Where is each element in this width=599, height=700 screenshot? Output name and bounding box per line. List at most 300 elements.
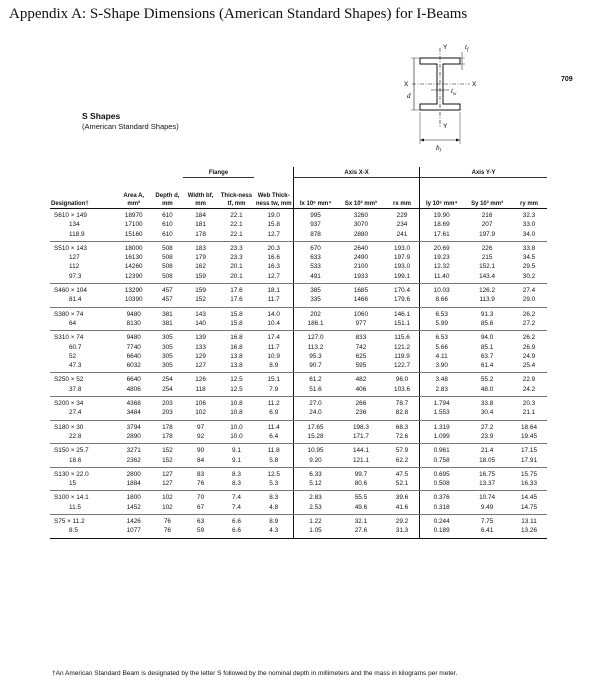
cell-value: 381 — [162, 319, 173, 327]
cell-width — [183, 444, 219, 468]
cell-web — [254, 284, 293, 308]
cell-value: 11.8 — [267, 447, 280, 455]
cell-value: 18.69 — [433, 221, 450, 229]
cell-web — [254, 307, 293, 331]
cell-value: 0.376 — [433, 494, 450, 502]
cell-iy — [420, 515, 463, 539]
cell-ry — [511, 515, 547, 539]
col-header-sy: Sy 10³ mm³ — [463, 178, 511, 209]
cell-value: 19.23 — [433, 254, 450, 262]
cell-value: 12.5 — [267, 470, 280, 478]
cell-value: 16.6 — [267, 254, 280, 262]
cell-value: 10.8 — [230, 409, 243, 417]
cell-value: 305 — [162, 334, 173, 342]
cell-value: 15.8 — [230, 319, 243, 327]
cell-value: 234 — [396, 221, 408, 229]
cell-value: 10390 — [124, 296, 143, 304]
cell-value: 27.6 — [354, 527, 368, 535]
cell-value: 2.83 — [309, 494, 322, 502]
cell-value: 203 — [162, 400, 173, 408]
cell-value: 0.244 — [433, 518, 450, 526]
cell-value: 1.05 — [309, 527, 322, 535]
cell-value: 16.8 — [230, 334, 243, 342]
cell-sx — [337, 373, 385, 397]
cell-value: 9.20 — [309, 456, 322, 464]
cell-value: 10.8 — [230, 400, 243, 408]
page-title: Appendix A: S-Shape Dimensions (American Standard Shapes) for I-Beams — [9, 6, 468, 22]
label-tf: $t_f$ — [465, 43, 469, 53]
cell-thickness — [219, 515, 255, 539]
label-x-right: X — [472, 81, 477, 88]
cell-value: 18.1 — [267, 287, 280, 295]
cell-value: 152 — [195, 296, 206, 304]
cell-value: 152 — [162, 447, 173, 455]
table-row — [50, 209, 547, 242]
cell-value: 178 — [162, 423, 173, 431]
cell-sx — [337, 307, 385, 331]
cell-width — [183, 420, 219, 444]
cell-value: 13.26 — [521, 527, 537, 535]
cell-value: 193.0 — [394, 263, 411, 271]
cell-value: 16.3 — [267, 263, 280, 271]
cell-depth — [152, 397, 182, 421]
cell-value: 70 — [197, 494, 205, 502]
cell-ry — [511, 284, 547, 308]
cell-value: S610 × 149 — [54, 212, 87, 219]
cell-value: S75 × 11.2 — [54, 518, 85, 526]
cell-ix — [294, 467, 337, 491]
s-shapes-table — [50, 167, 547, 539]
cell-value: 16.75 — [479, 470, 496, 478]
cell-value: 113.9 — [479, 296, 495, 304]
cell-designation — [50, 241, 115, 283]
cell-rx — [385, 515, 420, 539]
cell-value: 63 — [197, 518, 205, 526]
cell-value: 51.6 — [309, 385, 322, 393]
cell-value: 48.0 — [480, 385, 494, 393]
cell-value: 83 — [197, 470, 205, 478]
cell-value: 3260 — [353, 212, 369, 219]
cell-value: 9.1 — [232, 447, 241, 455]
cell-value: 49.6 — [354, 503, 368, 511]
cell-sy — [463, 397, 511, 421]
cell-value: 508 — [162, 272, 173, 280]
cell-value: 72.6 — [395, 432, 409, 440]
cell-thickness — [219, 491, 255, 515]
cell-area — [115, 209, 152, 242]
cell-depth — [152, 209, 182, 242]
cell-value: S380 × 74 — [54, 310, 84, 318]
cell-value: 96.0 — [395, 376, 409, 384]
cell-value: 2490 — [353, 254, 369, 262]
cell-value: 15.28 — [307, 432, 324, 440]
col-header-iy: Iy 10⁶ mm⁴ — [420, 178, 463, 209]
cell-designation — [50, 284, 115, 308]
cell-value: 9480 — [126, 310, 141, 318]
cell-sy — [463, 444, 511, 468]
cell-thickness — [219, 209, 255, 242]
cell-value: S310 × 74 — [54, 334, 84, 342]
cell-value: 26.9 — [522, 343, 536, 351]
cell-value: 2.53 — [309, 503, 322, 511]
cell-value: 9.49 — [480, 503, 494, 511]
cell-value: 13.8 — [230, 352, 243, 360]
cell-value: 94.0 — [480, 334, 494, 342]
cell-depth — [152, 444, 182, 468]
cell-depth — [152, 241, 182, 283]
cell-value: 134 — [69, 221, 80, 229]
cell-width — [183, 491, 219, 515]
cell-value: 6.9 — [269, 409, 279, 417]
cell-value: 159 — [195, 287, 206, 295]
cell-value: 12.7 — [267, 230, 280, 238]
cell-value: S150 × 25.7 — [54, 447, 89, 455]
cell-value: 1.553 — [433, 409, 450, 417]
cell-value: 6.6 — [232, 518, 241, 526]
label-y-top: Y — [443, 44, 448, 51]
cell-value: 62.2 — [395, 456, 409, 464]
cell-value: 41.6 — [395, 503, 409, 511]
cell-sx — [337, 284, 385, 308]
cell-value: S460 × 104 — [54, 287, 87, 295]
group-header-axis-y: Axis Y-Y — [420, 167, 547, 178]
cell-value: 305 — [162, 343, 173, 351]
cell-value: 68.3 — [395, 423, 409, 431]
cell-value: 7740 — [126, 343, 141, 351]
cell-value: 76 — [163, 527, 171, 535]
cell-value: 15.75 — [521, 470, 537, 478]
cell-value: 1685 — [353, 287, 369, 295]
cell-web — [254, 241, 293, 283]
cell-value: 80.6 — [354, 480, 368, 488]
cell-value: 15 — [69, 480, 77, 488]
cell-area — [115, 515, 152, 539]
cell-value: 82.8 — [395, 409, 409, 417]
cell-value: 152 — [162, 456, 173, 464]
cell-value: 742 — [355, 343, 367, 351]
cell-value: 24.2 — [522, 385, 536, 393]
cell-value: 2100 — [353, 263, 369, 271]
cell-value: 171.7 — [352, 432, 369, 440]
cell-area — [115, 331, 152, 373]
cell-value: 21.1 — [522, 409, 536, 417]
cell-ix — [294, 209, 337, 242]
cell-ry — [511, 307, 547, 331]
cell-value: 5.8 — [269, 456, 279, 464]
cell-designation — [50, 491, 115, 515]
cell-area — [115, 420, 152, 444]
cell-sy — [463, 420, 511, 444]
cell-value: 143.4 — [479, 272, 496, 280]
cell-value: 937 — [310, 221, 321, 229]
cell-value: 17.91 — [521, 456, 537, 464]
cell-value: 29.2 — [395, 518, 409, 526]
cell-value: 76 — [163, 518, 171, 526]
cell-value: 215 — [481, 254, 493, 262]
cell-value: 8.3 — [232, 480, 241, 488]
cell-value: 7.75 — [480, 518, 494, 526]
cell-ry — [511, 491, 547, 515]
cell-rx — [385, 444, 420, 468]
cell-sy — [463, 331, 511, 373]
cell-value: 2.83 — [435, 385, 448, 393]
cell-value: 129 — [195, 352, 206, 360]
table-row — [50, 307, 547, 331]
cell-value: 127 — [69, 254, 80, 262]
cell-value: 0.758 — [433, 456, 450, 464]
cell-value: 63.7 — [480, 352, 494, 360]
cell-width — [183, 373, 219, 397]
cell-value: S510 × 143 — [54, 244, 87, 252]
cell-value: 1426 — [126, 518, 141, 526]
cell-iy — [420, 491, 463, 515]
cell-value: 2640 — [353, 244, 369, 252]
cell-value: 17.65 — [307, 423, 324, 431]
cell-value: 482 — [355, 376, 367, 384]
cell-value: 184 — [195, 212, 206, 219]
cell-value: 121.2 — [394, 343, 411, 351]
label-bf: $b_f$ — [436, 144, 441, 152]
cell-value: 95.3 — [309, 352, 322, 360]
cell-value: 977 — [355, 319, 367, 327]
i-beam-cross-section-diagram — [398, 40, 496, 152]
cell-value: 139 — [195, 334, 206, 342]
cell-value: 146.1 — [394, 310, 411, 318]
cell-value: 0.318 — [433, 503, 450, 511]
cell-value: 833 — [355, 334, 367, 342]
cell-rx — [385, 373, 420, 397]
cell-value: 37.8 — [69, 385, 82, 393]
cell-value: 1.099 — [433, 432, 450, 440]
cell-designation — [50, 397, 115, 421]
cell-value: 10.74 — [479, 494, 496, 502]
cell-sy — [463, 307, 511, 331]
cell-web — [254, 515, 293, 539]
cell-value: 20.3 — [267, 244, 280, 252]
table-row — [50, 444, 547, 468]
table-body — [50, 209, 547, 539]
cell-rx — [385, 420, 420, 444]
cell-value: 102 — [162, 503, 173, 511]
cell-value: 97.3 — [69, 272, 82, 280]
cell-value: 102 — [162, 494, 173, 502]
label-tw: $t_w$ — [451, 87, 457, 97]
cell-depth — [152, 307, 182, 331]
cell-thickness — [219, 284, 255, 308]
cell-rx — [385, 397, 420, 421]
cell-iy — [420, 373, 463, 397]
cell-iy — [420, 467, 463, 491]
cell-value: 633 — [310, 254, 321, 262]
cell-value: 27.2 — [522, 319, 536, 327]
cell-web — [254, 467, 293, 491]
cell-value: 1.22 — [309, 518, 322, 526]
cell-value: 55.2 — [480, 376, 494, 384]
cell-value: 97 — [197, 423, 205, 431]
cell-value: 533 — [310, 263, 321, 271]
col-header-designation: Designation† — [50, 178, 115, 209]
cell-value: 151.1 — [394, 319, 411, 327]
cell-value: 457 — [162, 296, 173, 304]
cell-sy — [463, 241, 511, 283]
cell-value: 305 — [162, 352, 173, 360]
cell-value: 508 — [162, 263, 173, 271]
cell-value: 1.319 — [433, 423, 450, 431]
cell-value: 127 — [162, 480, 173, 488]
cell-value: 76 — [197, 480, 205, 488]
cell-value: 2362 — [126, 456, 141, 464]
cell-web — [254, 444, 293, 468]
cell-value: 241 — [396, 230, 408, 238]
cell-value: 1800 — [126, 494, 141, 502]
cell-value: 6.41 — [480, 527, 494, 535]
cell-value: 106 — [195, 400, 206, 408]
table-row — [50, 420, 547, 444]
cell-value: 15.8 — [230, 310, 243, 318]
cell-value: 4.11 — [435, 352, 448, 360]
cell-value: 33.8 — [480, 400, 494, 408]
cell-value: 52.1 — [395, 480, 409, 488]
cell-value: 126.2 — [479, 287, 496, 295]
cell-sy — [463, 209, 511, 242]
cell-ry — [511, 241, 547, 283]
cell-web — [254, 209, 293, 242]
cell-iy — [420, 241, 463, 283]
cell-value: 18.6 — [69, 456, 82, 464]
cell-web — [254, 331, 293, 373]
cell-value: 21.4 — [480, 447, 494, 455]
cell-width — [183, 209, 219, 242]
cell-value: 22.8 — [69, 432, 82, 440]
cell-width — [183, 467, 219, 491]
cell-value: 90 — [197, 447, 205, 455]
cell-sx — [337, 331, 385, 373]
cell-value: 595 — [355, 362, 367, 370]
cell-value: 29.5 — [522, 263, 536, 271]
cell-sy — [463, 491, 511, 515]
cell-value: 4.8 — [269, 503, 279, 511]
cell-value: 159 — [195, 272, 206, 280]
cell-value: 17.61 — [433, 230, 450, 238]
cell-sx — [337, 397, 385, 421]
table-row — [50, 331, 547, 373]
cell-value: 995 — [310, 212, 321, 219]
cell-value: 92 — [197, 432, 205, 440]
cell-value: 3484 — [126, 409, 141, 417]
cell-value: 19.0 — [267, 212, 280, 219]
cell-width — [183, 284, 219, 308]
cell-value: 31.3 — [395, 527, 409, 535]
cell-ry — [511, 397, 547, 421]
cell-iy — [420, 444, 463, 468]
cell-value: 143 — [195, 310, 206, 318]
cell-value: 19.90 — [433, 212, 450, 219]
cell-value: 1060 — [353, 310, 369, 318]
cell-ix — [294, 420, 337, 444]
cell-value: 14.0 — [267, 310, 280, 318]
cell-value: 610 — [162, 221, 173, 229]
cell-value: 11.2 — [267, 400, 280, 408]
cell-iy — [420, 307, 463, 331]
cell-area — [115, 373, 152, 397]
cell-value: 8.3 — [269, 494, 279, 502]
cell-value: 85.6 — [480, 319, 494, 327]
cell-value: 25.4 — [522, 362, 536, 370]
cell-value: 22.9 — [522, 376, 536, 384]
cell-value: 508 — [162, 254, 173, 262]
cell-depth — [152, 284, 182, 308]
cell-value: 12.32 — [433, 263, 450, 271]
cell-rx — [385, 307, 420, 331]
cell-value: 254 — [162, 376, 173, 384]
cell-web — [254, 491, 293, 515]
cell-value: 5.3 — [269, 480, 279, 488]
table-row — [50, 491, 547, 515]
cell-rx — [385, 284, 420, 308]
label-x-left: X — [404, 81, 409, 88]
cell-value: 10.0 — [230, 432, 243, 440]
cell-value: 6.53 — [435, 310, 448, 318]
cell-sx — [337, 444, 385, 468]
cell-rx — [385, 331, 420, 373]
cell-value: 52 — [69, 352, 77, 360]
cell-ix — [294, 307, 337, 331]
cell-value: 23.3 — [230, 244, 243, 252]
cell-value: 6.33 — [309, 470, 322, 478]
col-header-depth: Depth d, mm — [152, 178, 182, 209]
cell-value: 17.6 — [230, 296, 243, 304]
cell-width — [183, 241, 219, 283]
cell-value: 610 — [162, 212, 173, 219]
cell-value: 4368 — [126, 400, 141, 408]
cell-value: 33.8 — [522, 244, 536, 252]
cell-value: 34.0 — [522, 230, 536, 238]
cell-value: 22.1 — [230, 221, 243, 229]
cell-value: 26.2 — [522, 334, 536, 342]
cell-value: 23.9 — [480, 432, 494, 440]
cell-value: 2800 — [126, 470, 141, 478]
cell-value: 4.3 — [269, 527, 279, 535]
cell-value: 112 — [69, 263, 80, 271]
cell-value: 197.9 — [479, 230, 496, 238]
table-row — [50, 373, 547, 397]
cell-sx — [337, 467, 385, 491]
cell-value: 1452 — [126, 503, 141, 511]
cell-ix — [294, 491, 337, 515]
cell-depth — [152, 467, 182, 491]
cell-designation — [50, 420, 115, 444]
cell-value: 625 — [355, 352, 367, 360]
cell-ix — [294, 241, 337, 283]
cell-value: 11.4 — [267, 423, 280, 431]
table-row — [50, 467, 547, 491]
cell-area — [115, 284, 152, 308]
cell-value: 491 — [310, 272, 321, 280]
cell-ix — [294, 284, 337, 308]
cell-value: 85.1 — [480, 343, 494, 351]
cell-width — [183, 307, 219, 331]
table-row — [50, 284, 547, 308]
cell-width — [183, 397, 219, 421]
group-header-flange: Flange — [183, 167, 255, 178]
cell-value: 19.45 — [521, 432, 537, 440]
cell-depth — [152, 491, 182, 515]
cell-value: 20.1 — [230, 263, 243, 271]
cell-value: 335 — [310, 296, 321, 304]
cell-value: 2890 — [126, 432, 141, 440]
cell-rx — [385, 209, 420, 242]
cell-value: 84 — [197, 456, 205, 464]
